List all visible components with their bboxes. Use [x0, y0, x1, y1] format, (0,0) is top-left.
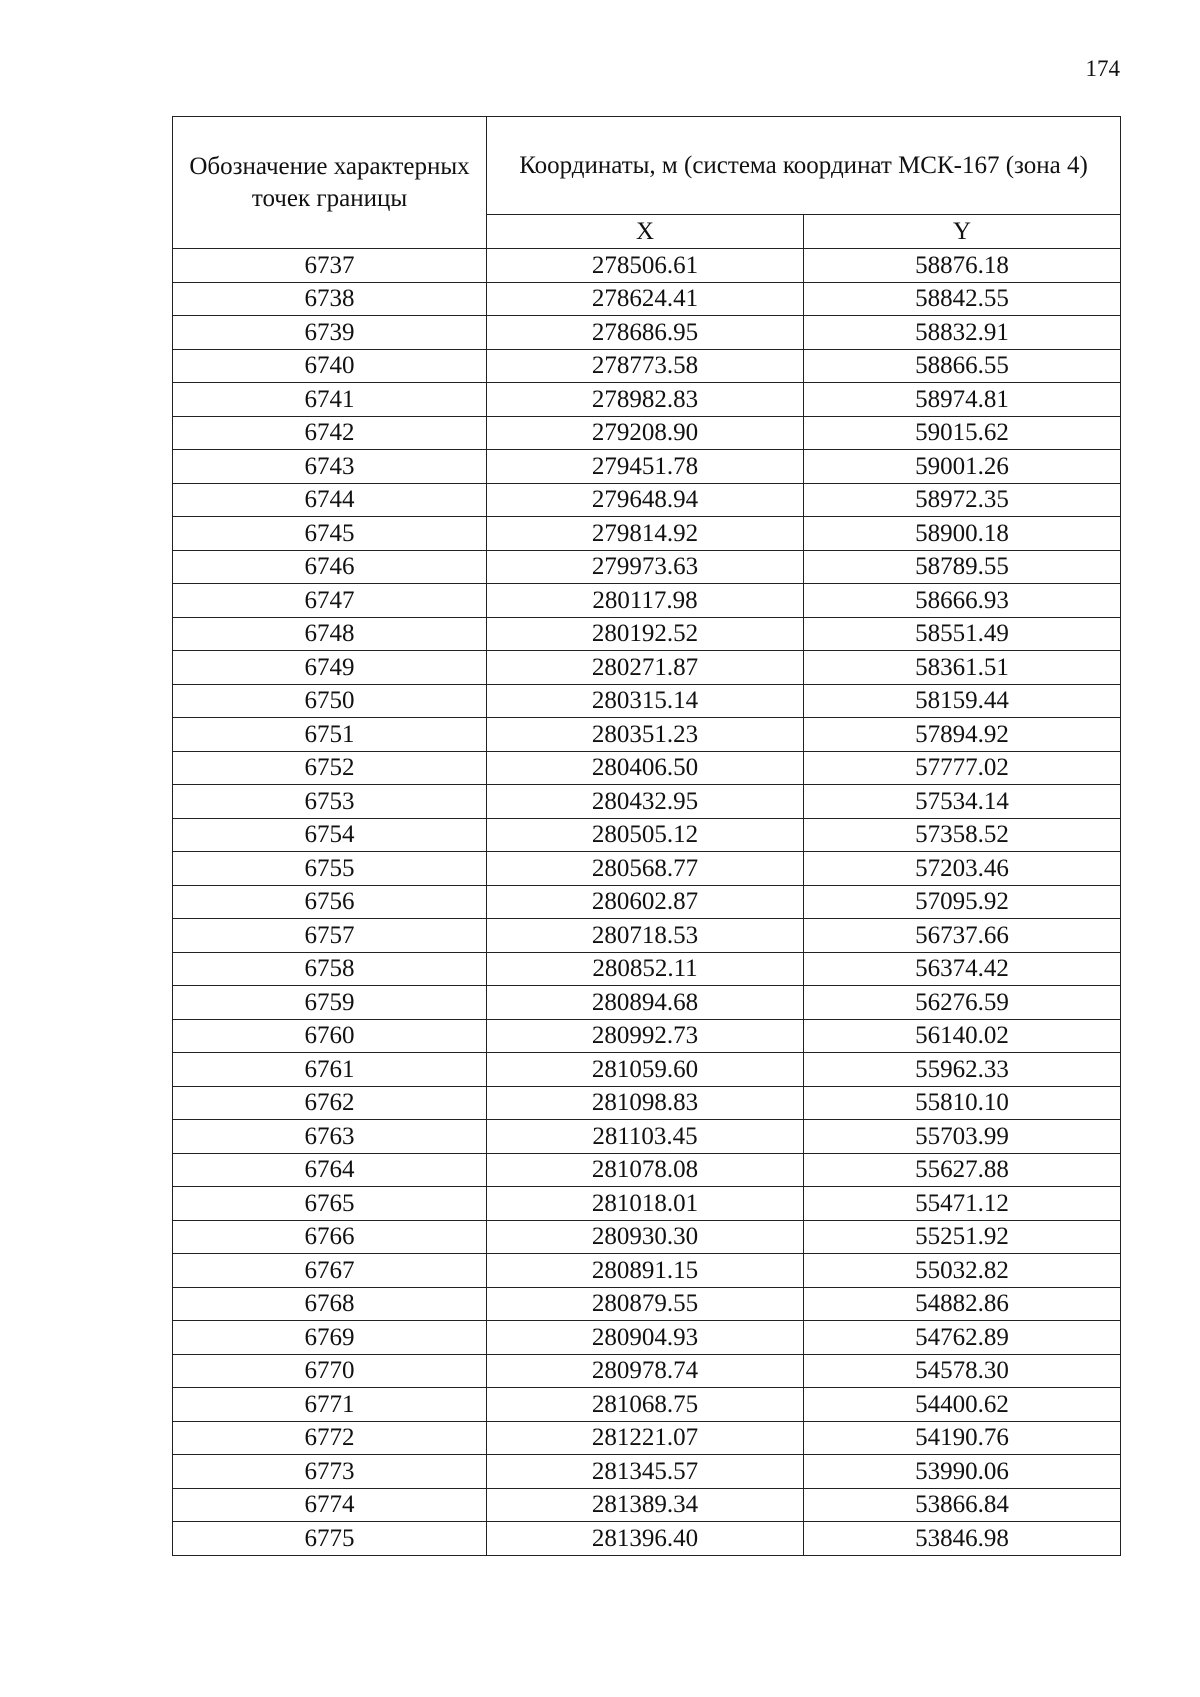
x-cell: 278624.41 — [487, 282, 804, 316]
x-cell: 281396.40 — [487, 1522, 804, 1556]
point-cell: 6739 — [173, 316, 487, 350]
point-cell: 6738 — [173, 282, 487, 316]
coordinates-table — [172, 116, 1121, 1556]
x-cell: 278773.58 — [487, 349, 804, 383]
header-point-designation: Обозначение характерных точек границы — [173, 117, 487, 249]
point-cell: 6741 — [173, 383, 487, 417]
table-row — [173, 684, 1121, 718]
y-cell: 55962.33 — [804, 1053, 1121, 1087]
x-cell: 280602.87 — [487, 885, 804, 919]
y-cell: 55627.88 — [804, 1153, 1121, 1187]
x-cell: 281389.34 — [487, 1488, 804, 1522]
y-cell: 55703.99 — [804, 1120, 1121, 1154]
x-cell: 281345.57 — [487, 1455, 804, 1489]
table-row — [173, 1388, 1121, 1422]
y-cell: 58974.81 — [804, 383, 1121, 417]
table-row — [173, 349, 1121, 383]
y-cell: 58551.49 — [804, 617, 1121, 651]
point-cell: 6769 — [173, 1321, 487, 1355]
point-cell: 6775 — [173, 1522, 487, 1556]
x-cell: 279648.94 — [487, 483, 804, 517]
table-row — [173, 584, 1121, 618]
table-row — [173, 1120, 1121, 1154]
point-cell: 6753 — [173, 785, 487, 819]
x-cell: 281068.75 — [487, 1388, 804, 1422]
point-cell: 6773 — [173, 1455, 487, 1489]
table-row — [173, 617, 1121, 651]
y-cell: 58972.35 — [804, 483, 1121, 517]
x-cell: 279814.92 — [487, 517, 804, 551]
table-row — [173, 986, 1121, 1020]
table-row — [173, 1053, 1121, 1087]
x-cell: 280852.11 — [487, 952, 804, 986]
x-cell: 279973.63 — [487, 550, 804, 584]
table-row — [173, 885, 1121, 919]
point-cell: 6752 — [173, 751, 487, 785]
table-row — [173, 1421, 1121, 1455]
page-number: 174 — [1085, 56, 1120, 81]
point-cell: 6758 — [173, 952, 487, 986]
x-cell: 280568.77 — [487, 852, 804, 886]
point-cell: 6772 — [173, 1421, 487, 1455]
y-cell: 58876.18 — [804, 249, 1121, 283]
x-cell: 280992.73 — [487, 1019, 804, 1053]
x-cell: 279208.90 — [487, 416, 804, 450]
point-cell: 6747 — [173, 584, 487, 618]
point-cell: 6742 — [173, 416, 487, 450]
x-cell: 280930.30 — [487, 1220, 804, 1254]
table-row — [173, 1187, 1121, 1221]
table-row — [173, 550, 1121, 584]
x-cell: 280271.87 — [487, 651, 804, 685]
point-cell: 6768 — [173, 1287, 487, 1321]
x-cell: 281078.08 — [487, 1153, 804, 1187]
x-cell: 280406.50 — [487, 751, 804, 785]
y-cell: 59015.62 — [804, 416, 1121, 450]
point-cell: 6756 — [173, 885, 487, 919]
y-cell: 57095.92 — [804, 885, 1121, 919]
y-cell: 58159.44 — [804, 684, 1121, 718]
y-cell: 58842.55 — [804, 282, 1121, 316]
table-row — [173, 517, 1121, 551]
x-cell: 281018.01 — [487, 1187, 804, 1221]
point-cell: 6757 — [173, 919, 487, 953]
x-cell: 280351.23 — [487, 718, 804, 752]
point-cell: 6760 — [173, 1019, 487, 1053]
table-row — [173, 1254, 1121, 1288]
point-cell: 6764 — [173, 1153, 487, 1187]
x-cell: 280315.14 — [487, 684, 804, 718]
x-cell: 278506.61 — [487, 249, 804, 283]
x-cell: 280192.52 — [487, 617, 804, 651]
y-cell: 54578.30 — [804, 1354, 1121, 1388]
y-cell: 56737.66 — [804, 919, 1121, 953]
y-cell: 58789.55 — [804, 550, 1121, 584]
x-cell: 278982.83 — [487, 383, 804, 417]
point-cell: 6762 — [173, 1086, 487, 1120]
point-cell: 6749 — [173, 651, 487, 685]
point-cell: 6748 — [173, 617, 487, 651]
y-cell: 56374.42 — [804, 952, 1121, 986]
y-cell: 57534.14 — [804, 785, 1121, 819]
y-cell: 56140.02 — [804, 1019, 1121, 1053]
point-cell: 6750 — [173, 684, 487, 718]
point-cell: 6743 — [173, 450, 487, 484]
x-cell: 280718.53 — [487, 919, 804, 953]
x-cell: 281059.60 — [487, 1053, 804, 1087]
point-cell: 6746 — [173, 550, 487, 584]
point-cell: 6763 — [173, 1120, 487, 1154]
header-coordinates: Координаты, м (система координат МСК-167 (зона 4) — [487, 117, 1121, 215]
point-cell: 6765 — [173, 1187, 487, 1221]
table-row — [173, 450, 1121, 484]
y-cell: 58832.91 — [804, 316, 1121, 350]
x-cell: 280894.68 — [487, 986, 804, 1020]
x-cell: 280978.74 — [487, 1354, 804, 1388]
table-row — [173, 1522, 1121, 1556]
point-cell: 6744 — [173, 483, 487, 517]
table-row — [173, 1086, 1121, 1120]
y-cell: 57358.52 — [804, 818, 1121, 852]
table-body — [173, 249, 1121, 1556]
header-y: Y — [804, 215, 1121, 249]
table-row — [173, 1455, 1121, 1489]
point-cell: 6737 — [173, 249, 487, 283]
table-row — [173, 249, 1121, 283]
table-row — [173, 718, 1121, 752]
table-row — [173, 1488, 1121, 1522]
point-cell: 6740 — [173, 349, 487, 383]
header-x: X — [487, 215, 804, 249]
x-cell: 280891.15 — [487, 1254, 804, 1288]
table-header — [173, 117, 1121, 249]
x-cell: 281103.45 — [487, 1120, 804, 1154]
y-cell: 55471.12 — [804, 1187, 1121, 1221]
y-cell: 54400.62 — [804, 1388, 1121, 1422]
table-row — [173, 383, 1121, 417]
table-row — [173, 1287, 1121, 1321]
y-cell: 58666.93 — [804, 584, 1121, 618]
x-cell: 279451.78 — [487, 450, 804, 484]
x-cell: 280505.12 — [487, 818, 804, 852]
point-cell: 6761 — [173, 1053, 487, 1087]
table-row — [173, 919, 1121, 953]
y-cell: 58900.18 — [804, 517, 1121, 551]
y-cell: 53846.98 — [804, 1522, 1121, 1556]
y-cell: 56276.59 — [804, 986, 1121, 1020]
table-row — [173, 483, 1121, 517]
y-cell: 59001.26 — [804, 450, 1121, 484]
point-cell: 6759 — [173, 986, 487, 1020]
point-cell: 6745 — [173, 517, 487, 551]
table-row — [173, 852, 1121, 886]
table-row — [173, 1354, 1121, 1388]
x-cell: 280117.98 — [487, 584, 804, 618]
x-cell: 280904.93 — [487, 1321, 804, 1355]
y-cell: 55251.92 — [804, 1220, 1121, 1254]
y-cell: 53990.06 — [804, 1455, 1121, 1489]
x-cell: 281221.07 — [487, 1421, 804, 1455]
table-row — [173, 1019, 1121, 1053]
x-cell: 280879.55 — [487, 1287, 804, 1321]
y-cell: 57777.02 — [804, 751, 1121, 785]
y-cell: 54190.76 — [804, 1421, 1121, 1455]
point-cell: 6770 — [173, 1354, 487, 1388]
point-cell: 6755 — [173, 852, 487, 886]
table-row — [173, 1220, 1121, 1254]
x-cell: 281098.83 — [487, 1086, 804, 1120]
table-row — [173, 1321, 1121, 1355]
y-cell: 58866.55 — [804, 349, 1121, 383]
x-cell: 278686.95 — [487, 316, 804, 350]
point-cell: 6767 — [173, 1254, 487, 1288]
y-cell: 55810.10 — [804, 1086, 1121, 1120]
point-cell: 6754 — [173, 818, 487, 852]
table-row — [173, 416, 1121, 450]
y-cell: 54882.86 — [804, 1287, 1121, 1321]
y-cell: 54762.89 — [804, 1321, 1121, 1355]
table-row — [173, 316, 1121, 350]
table-row — [173, 751, 1121, 785]
point-cell: 6751 — [173, 718, 487, 752]
table-row — [173, 818, 1121, 852]
y-cell: 57894.92 — [804, 718, 1121, 752]
y-cell: 55032.82 — [804, 1254, 1121, 1288]
x-cell: 280432.95 — [487, 785, 804, 819]
table-row — [173, 282, 1121, 316]
y-cell: 57203.46 — [804, 852, 1121, 886]
header-row-main — [173, 117, 1121, 215]
point-cell: 6771 — [173, 1388, 487, 1422]
y-cell: 53866.84 — [804, 1488, 1121, 1522]
y-cell: 58361.51 — [804, 651, 1121, 685]
table-row — [173, 952, 1121, 986]
point-cell: 6766 — [173, 1220, 487, 1254]
point-cell: 6774 — [173, 1488, 487, 1522]
table-row — [173, 1153, 1121, 1187]
table-row — [173, 785, 1121, 819]
table-row — [173, 651, 1121, 685]
